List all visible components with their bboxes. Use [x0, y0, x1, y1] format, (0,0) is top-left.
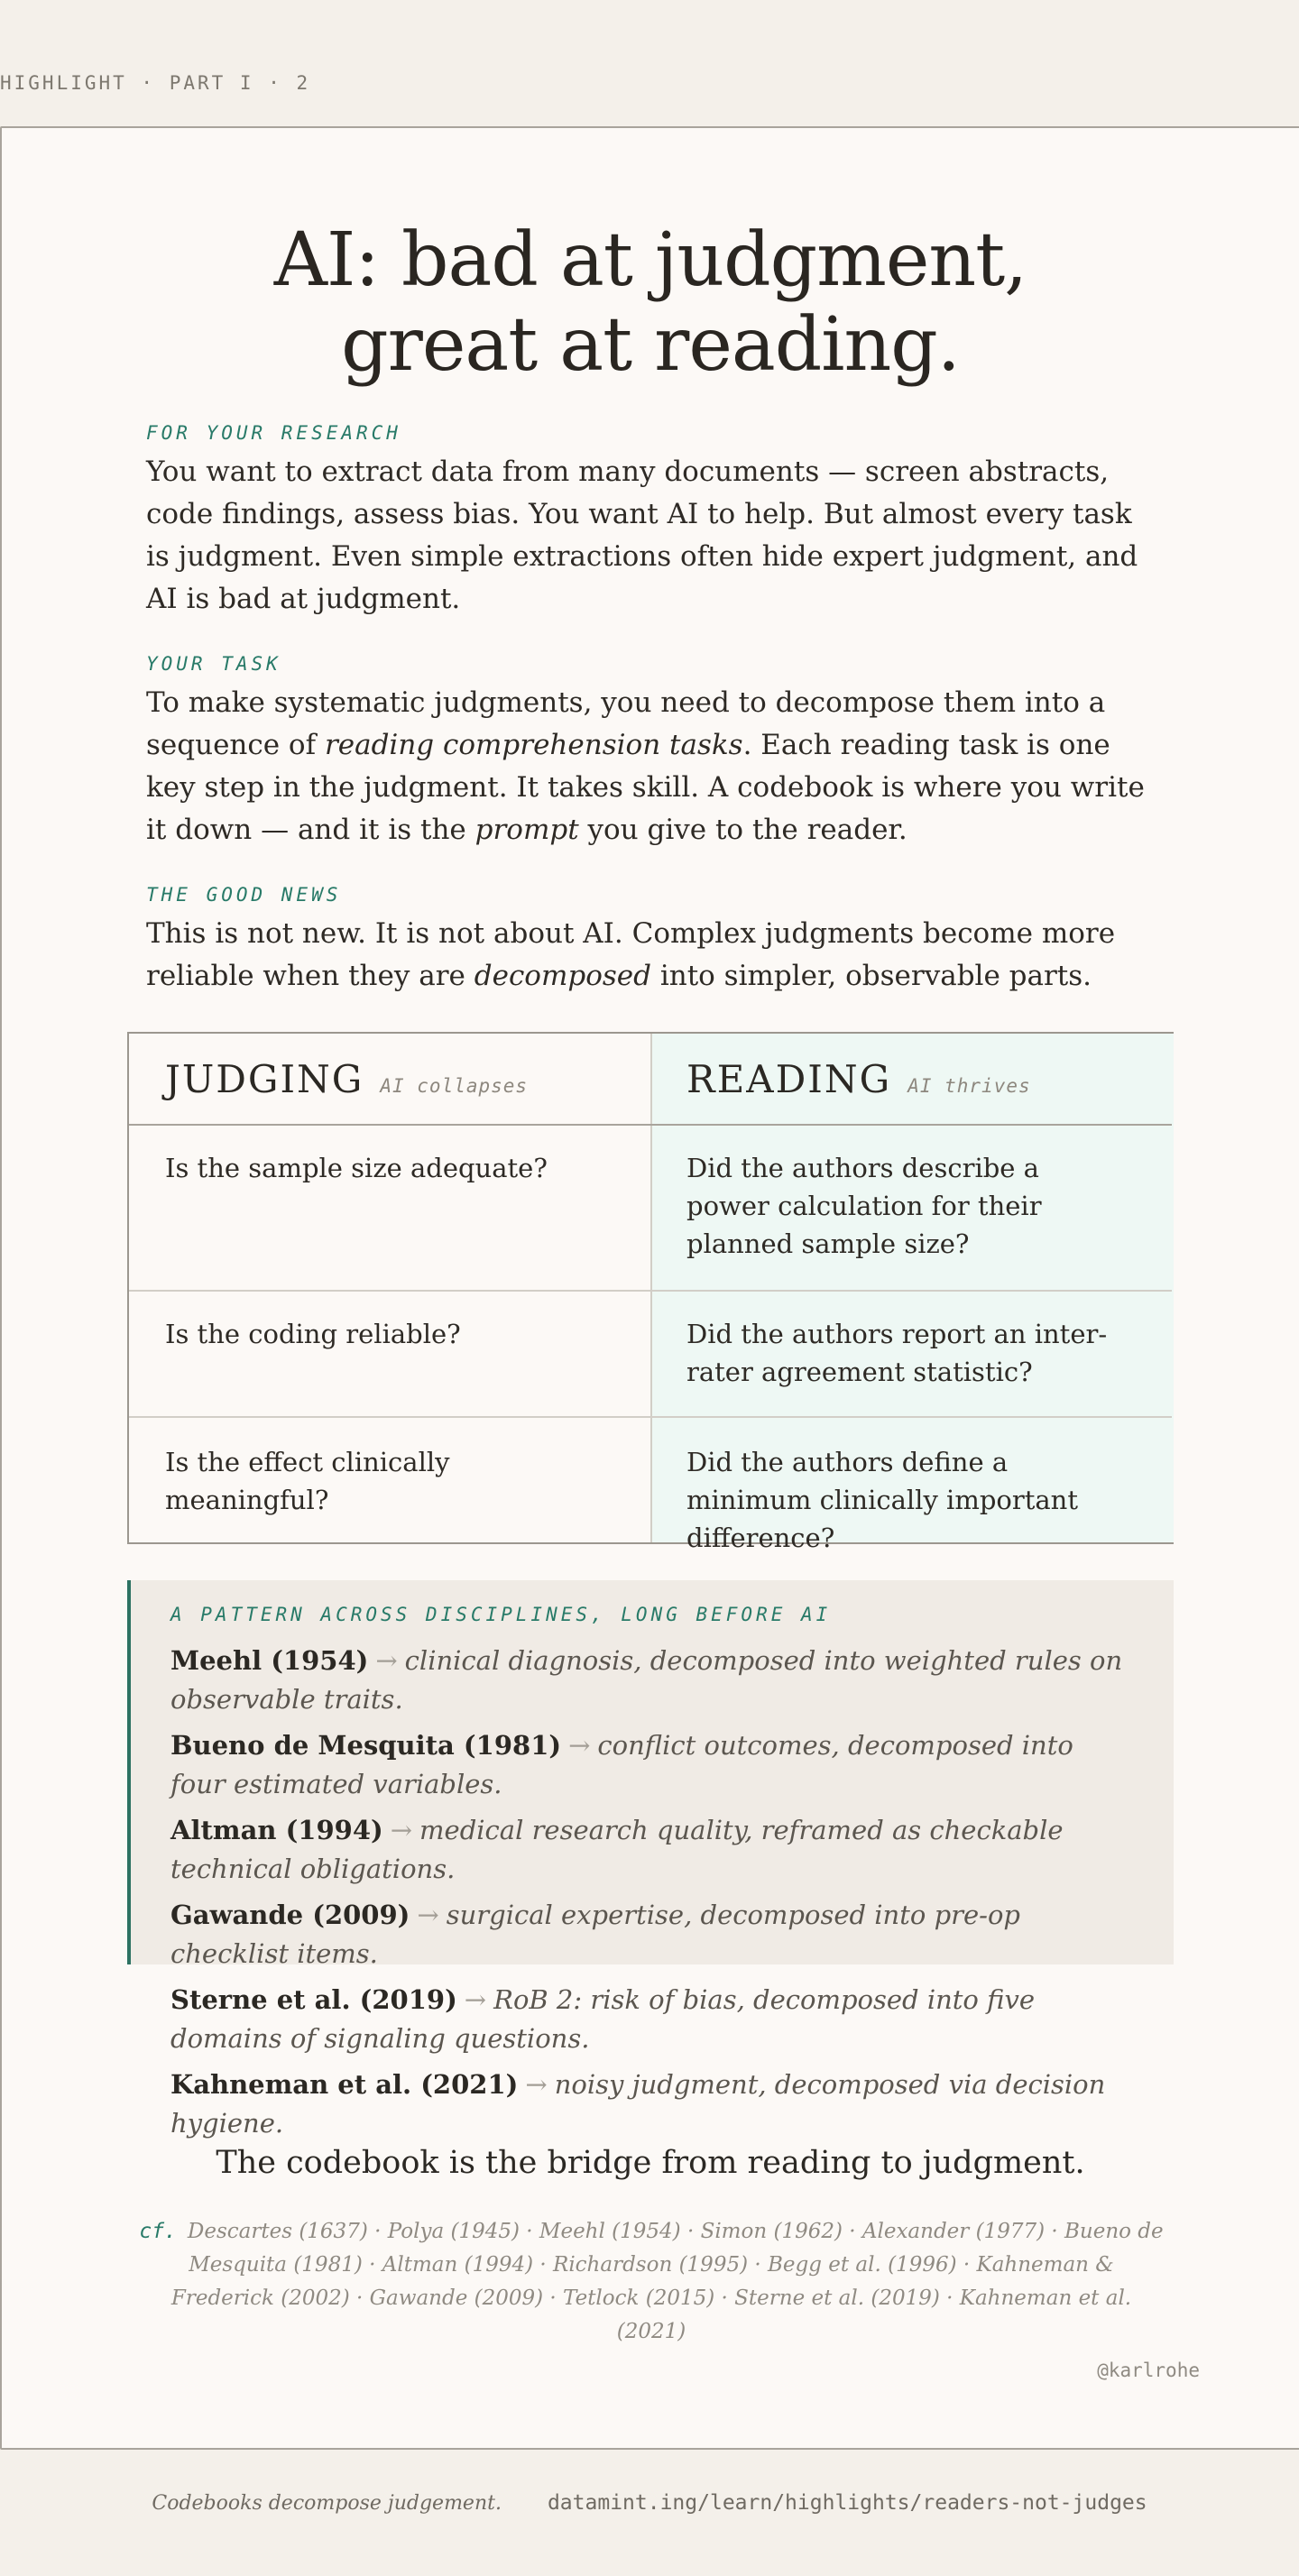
arrow-icon: →: [464, 1984, 487, 2015]
footer: [0, 2491, 1299, 2515]
news-text: This is not new. It is not about AI. Complex judgments become more reliable when they are decomposed into simpler, observable parts.: [146, 917, 1116, 992]
reading-comprehension-emphasis: reading comprehension tasks: [324, 729, 743, 761]
page-title: [2, 218, 1299, 388]
arrow-icon: →: [417, 1900, 439, 1930]
judging-header: JUDGING AI collapses: [165, 1057, 529, 1101]
header-divider: [129, 1124, 1172, 1126]
judging-cell: Is the effect clinically meaningful?: [165, 1447, 450, 1515]
reading-cell: Did the authors describe a power calculation for their planned sample size?: [686, 1153, 1042, 1259]
references-text: Descartes (1637) · Polya (1945) · Meehl (1954) · Simon (1962) · Alexander (1977) · Bueno de Mesquita (1981) · Altman (1994) · Richardson (1995) · Begg et al. (1996) · Kahneman & Frederick (2002) · Gawande (2009) · Tetlock (2015) · Sterne et al. (2019) · Kahneman et al. (2021): [170, 2220, 1164, 2343]
part-label: HIGHLIGHT · PART I · 2: [0, 72, 311, 94]
author-handle: @karlrohe: [1097, 2360, 1200, 2381]
reading-subheader: AI thrives: [907, 1075, 1031, 1097]
arrow-icon: →: [568, 1730, 591, 1761]
pattern-callout: [127, 1580, 1174, 2139]
title-line-1: AI: bad at judgment,: [273, 217, 1027, 303]
pattern-label: A PATTERN ACROSS DISCIPLINES, LONG BEFORE AI: [170, 1604, 832, 1625]
list-item: Sterne et al. (2019) → RoB 2: risk of bias, decomposed into five domains of signaling questions.: [170, 1984, 1035, 2054]
prompt-emphasis: prompt: [474, 814, 579, 846]
judging-subheader: AI collapses: [380, 1075, 529, 1097]
task-text: To make systematic judgments, you need to decompose them into a sequence of reading comprehension tasks. Each reading task is one key step in the judgment. It takes skill. A codebook is where you write it down — and it is the prompt you give to the reader.: [146, 686, 1145, 846]
list-item: Meehl (1954) → clinical diagnosis, decomposed into weighted rules on observable traits.: [170, 1645, 1123, 1715]
task-label: YOUR TASK: [146, 653, 281, 675]
highlight-card: [0, 126, 1299, 2450]
footer-tagline: Codebooks decompose judgement.: [152, 2492, 502, 2515]
judging-cell: Is the sample size adequate?: [165, 1153, 548, 1183]
list-item: Kahneman et al. (2021) → noisy judgment, decomposed via decision hygiene.: [170, 2069, 1106, 2139]
judging-cell: Is the coding reliable?: [165, 1319, 461, 1349]
cf-label: cf.: [139, 2220, 177, 2243]
arrow-icon: →: [390, 1815, 413, 1845]
reading-header: READING AI thrives: [686, 1057, 1031, 1101]
pattern-list: [170, 1642, 1127, 2150]
arrow-icon: →: [525, 2069, 548, 2100]
arrow-icon: →: [375, 1645, 398, 1676]
research-label: FOR YOUR RESEARCH: [146, 422, 401, 444]
news-label: THE GOOD NEWS: [146, 884, 342, 906]
column-divider: [650, 1034, 652, 1542]
comparison-table: [127, 1032, 1174, 1553]
title-line-2: great at reading.: [341, 302, 960, 388]
research-text: You want to extract data from many documents — screen abstracts, code findings, assess bias. You want AI to help. But almost every task is judgment. Even simple extractions often hide expert judgment, and AI is bad at judgment.: [146, 455, 1138, 615]
bridge-statement: The codebook is the bridge from reading to judgment.: [216, 2145, 1085, 2181]
decomposed-emphasis: decomposed: [474, 960, 651, 992]
reading-cell: Did the authors define a minimum clinically important difference?: [686, 1447, 1078, 1553]
row-divider: [129, 1290, 1172, 1292]
reading-cell: Did the authors report an inter-rater agreement statistic?: [686, 1319, 1108, 1387]
references: [137, 2215, 1165, 2349]
list-item: Gawande (2009) → surgical expertise, decomposed into pre-op checklist items.: [170, 1900, 1020, 1969]
footer-url-link[interactable]: datamint.ing/learn/highlights/readers-not-judges: [547, 2491, 1147, 2515]
list-item: Bueno de Mesquita (1981) → conflict outcomes, decomposed into four estimated variables.: [170, 1730, 1073, 1799]
list-item: Altman (1994) → medical research quality, reframed as checkable technical obligations.: [170, 1815, 1064, 1884]
row-divider: [129, 1416, 1172, 1418]
